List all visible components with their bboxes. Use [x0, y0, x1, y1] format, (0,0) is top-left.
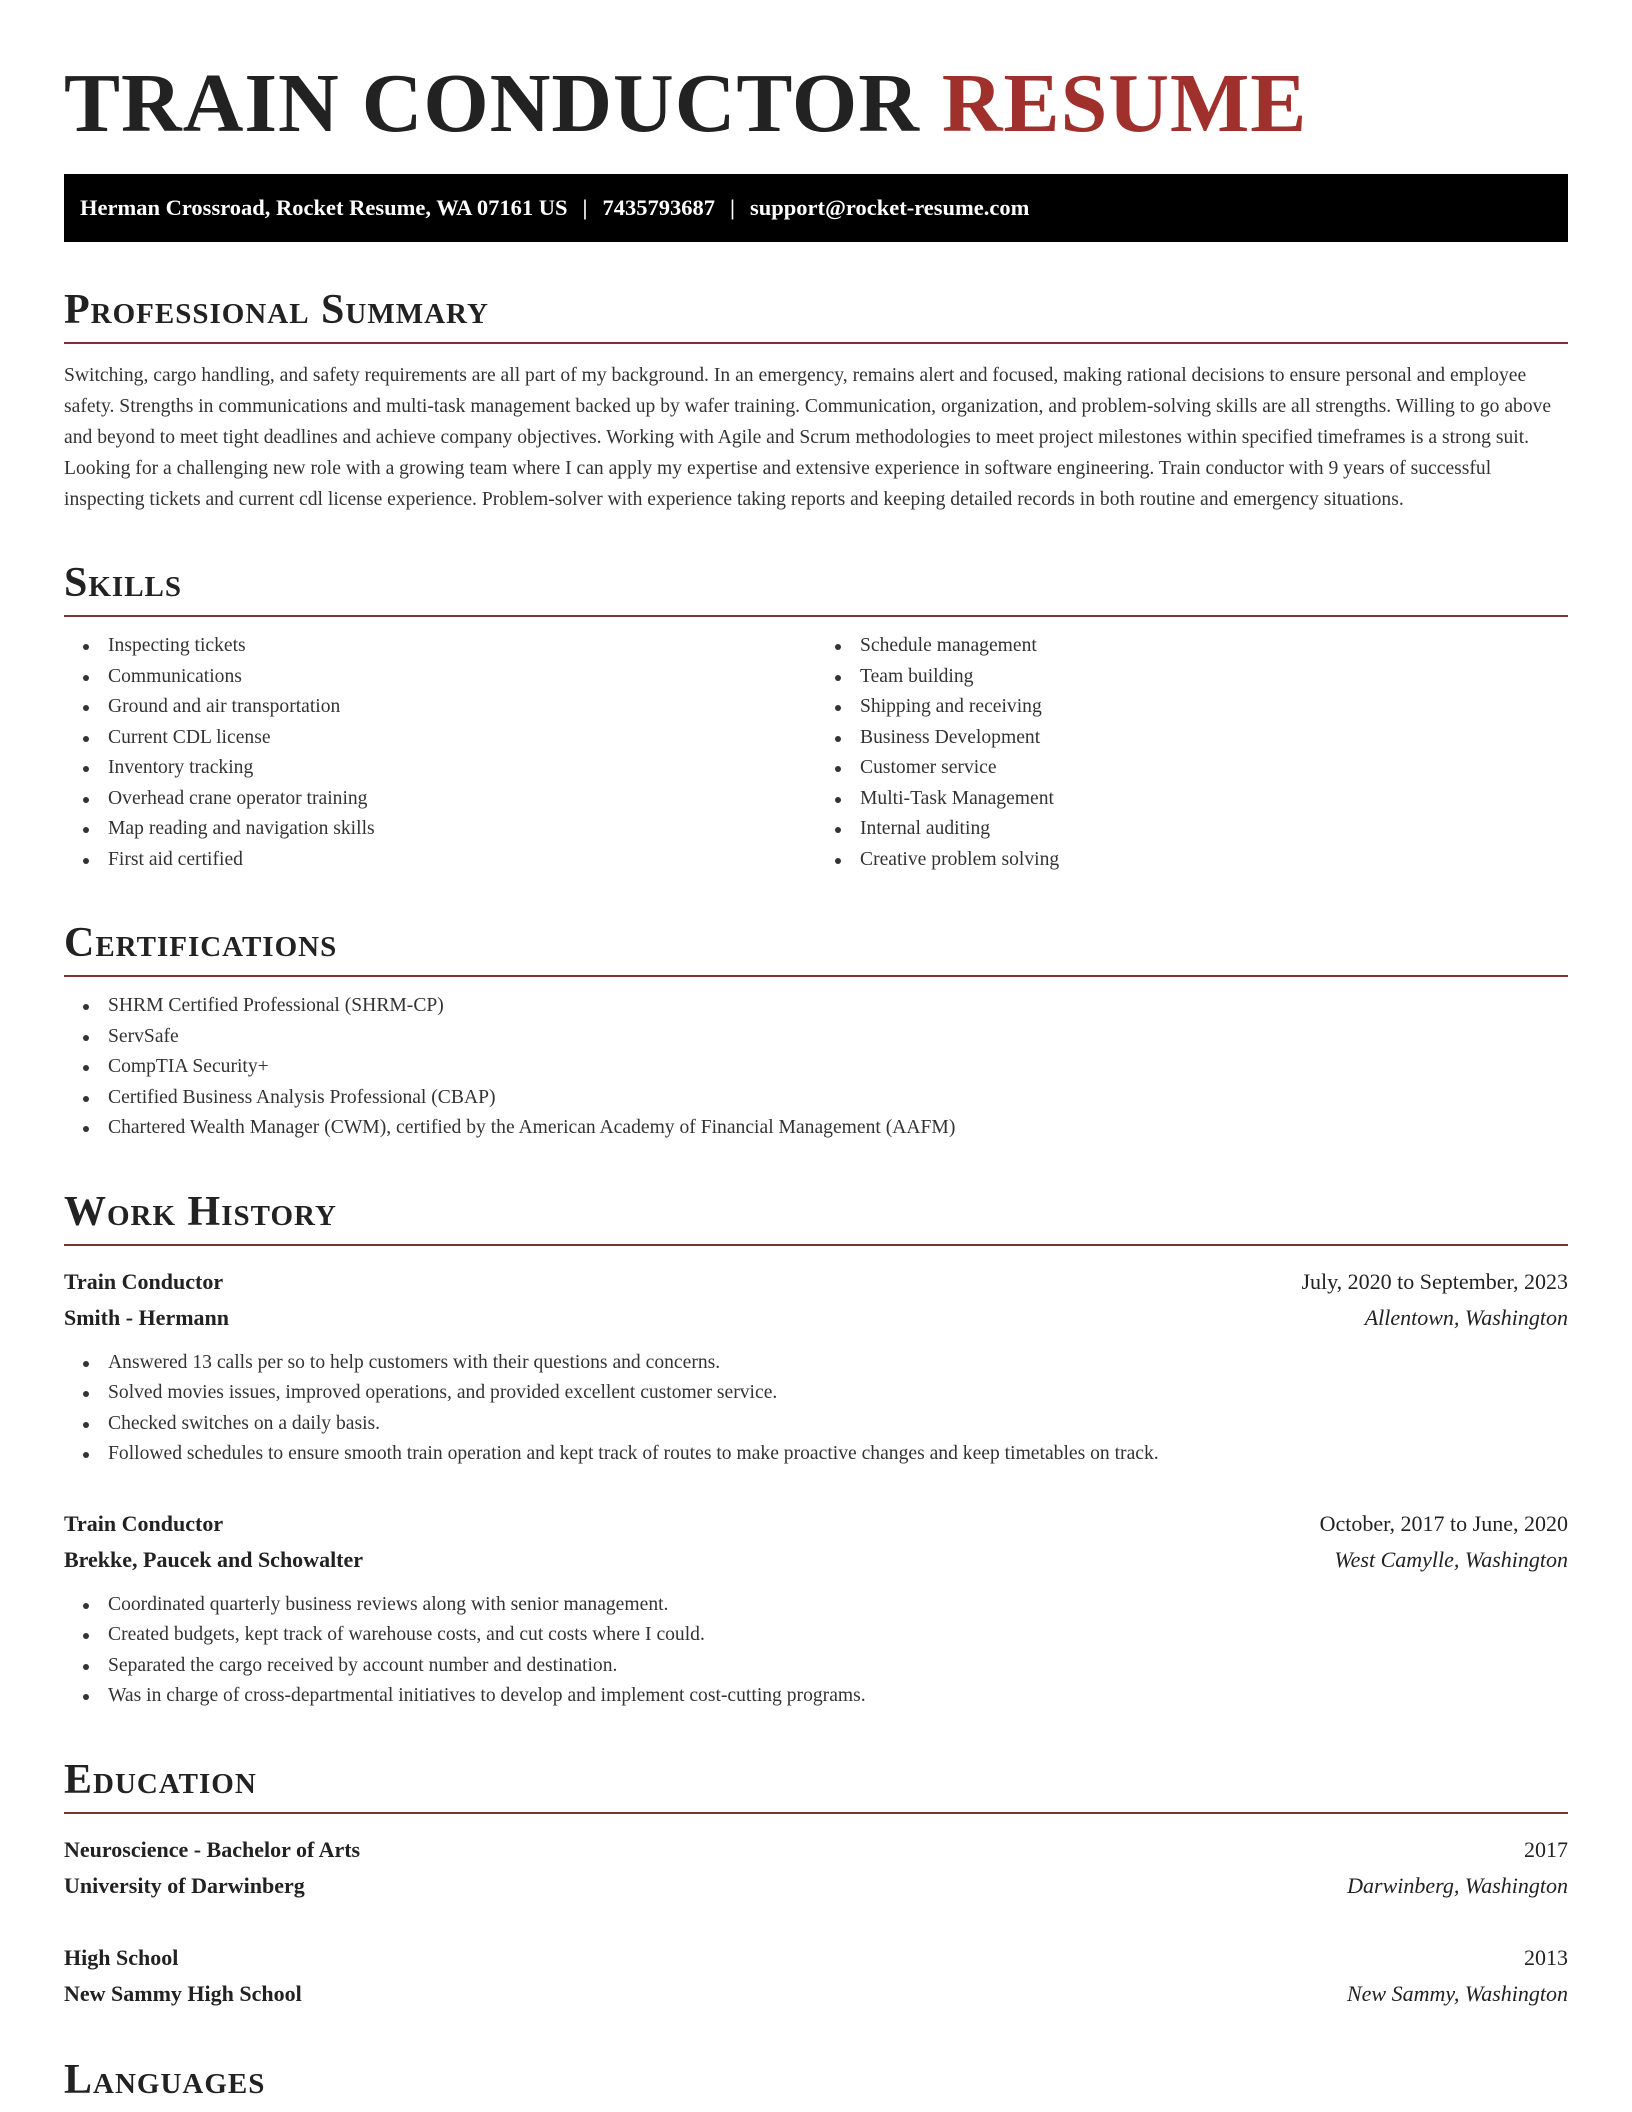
- job-company-row: [64, 1300, 1568, 1336]
- education-location: Darwinberg, Washington: [1347, 1872, 1568, 1898]
- section-heading-summary: Professional Summary: [64, 288, 1568, 344]
- job-location: West Camylle, Washington: [1334, 1546, 1568, 1572]
- certification-item: SHRM Certified Professional (SHRM-CP): [108, 991, 1568, 1022]
- certifications-section: [64, 921, 1568, 1144]
- contact-bar: [64, 174, 1568, 242]
- skill-item: Inventory tracking: [108, 753, 816, 784]
- job-duty: Followed schedules to ensure smooth train operation and kept track of routes to make proactive changes and keep timetables on track.: [108, 1439, 1568, 1470]
- job-company-row: [64, 1542, 1568, 1578]
- skill-item: Map reading and navigation skills: [108, 814, 816, 845]
- skills-section: [64, 561, 1568, 875]
- job-duty: Coordinated quarterly business reviews along with senior management.: [108, 1590, 1568, 1621]
- job-location: Allentown, Washington: [1364, 1304, 1568, 1330]
- job-entry: [64, 1264, 1568, 1470]
- job-duty: Was in charge of cross-departmental initiatives to develop and implement cost-cutting programs.: [108, 1681, 1568, 1712]
- job-dates: October, 2017 to June, 2020: [1319, 1510, 1568, 1536]
- summary-section: [64, 288, 1568, 515]
- education-header-row: [64, 1832, 1568, 1868]
- skill-item: Multi-Task Management: [860, 784, 1568, 815]
- title-accent: RESUME: [941, 57, 1308, 150]
- job-duty: Created budgets, kept track of warehouse costs, and cut costs where I could.: [108, 1620, 1568, 1651]
- job-entry: [64, 1506, 1568, 1712]
- skill-item: Overhead crane operator training: [108, 784, 816, 815]
- education-entry: [64, 1832, 1568, 1904]
- education-header-row: [64, 1940, 1568, 1976]
- section-heading-education: Education: [64, 1758, 1568, 1814]
- education-school-row: [64, 1976, 1568, 2012]
- contact-email: support@rocket-resume.com: [749, 195, 1030, 220]
- job-duty: Solved movies issues, improved operations, and provided excellent customer service.: [108, 1378, 1568, 1409]
- education-school-row: [64, 1868, 1568, 1904]
- job-duty: Separated the cargo received by account number and destination.: [108, 1651, 1568, 1682]
- education-school: New Sammy High School: [64, 1980, 302, 2006]
- skill-item: Internal auditing: [860, 814, 1568, 845]
- skill-item: Creative problem solving: [860, 845, 1568, 876]
- contact-address: Herman Crossroad, Rocket Resume, WA 07161 US: [80, 195, 568, 220]
- job-company: Brekke, Paucek and Schowalter: [64, 1546, 364, 1572]
- education-location: New Sammy, Washington: [1346, 1980, 1568, 2006]
- job-header-row: [64, 1506, 1568, 1542]
- education-degree: High School: [64, 1944, 179, 1970]
- certification-item: Chartered Wealth Manager (CWM), certified by the American Academy of Financial Management (AAFM): [108, 1113, 1568, 1144]
- education-school: University of Darwinberg: [64, 1872, 305, 1898]
- education-year: 2013: [1524, 1944, 1568, 1970]
- skill-item: Customer service: [860, 753, 1568, 784]
- skills-list-right: [816, 631, 1568, 875]
- education-section: [64, 1758, 1568, 2012]
- skill-item: Current CDL license: [108, 723, 816, 754]
- work-history-section: [64, 1190, 1568, 1712]
- certifications-list: [64, 991, 1568, 1144]
- section-heading-certifications: Certifications: [64, 921, 1568, 977]
- certification-item: Certified Business Analysis Professional (CBAP): [108, 1083, 1568, 1114]
- job-duties-list: [64, 1590, 1568, 1712]
- job-title: Train Conductor: [64, 1268, 224, 1294]
- certification-item: ServSafe: [108, 1022, 1568, 1053]
- education-year: 2017: [1524, 1836, 1568, 1862]
- section-heading-languages: Languages: [64, 2056, 266, 2103]
- job-dates: July, 2020 to September, 2023: [1301, 1268, 1568, 1294]
- resume-title: [64, 58, 1568, 150]
- summary-text: Switching, cargo handling, and safety requirements are all part of my background. In an emergency, remains alert and focused, making rational decisions to ensure personal and employee safety. Strengths in communications and multi-task management backed up by wafer training. Communication, organization, and problem-solving skills are all strengths. Willing to go above and beyond to meet tight deadlines and achieve company objectives. Working with Agile and Scrum methodologies to meet project milestones within specified timeframes is a strong suit. Looking for a challenging new role with a growing team where I can apply my expertise and extensive experience in software engineering. Train conductor with 9 years of successful inspecting tickets and current cdl license experience. Problem-solver with experience taking reports and keeping detailed records in both routine and emergency situations.: [64, 365, 1552, 510]
- section-heading-skills: Skills: [64, 561, 1568, 617]
- contact-separator: |: [729, 195, 735, 220]
- contact-phone: 7435793687: [602, 195, 715, 220]
- job-duties-list: [64, 1348, 1568, 1470]
- skill-item: Shipping and receiving: [860, 692, 1568, 723]
- contact-separator: |: [582, 195, 588, 220]
- skill-item: Communications: [108, 662, 816, 693]
- section-heading-work-history: Work History: [64, 1190, 1568, 1246]
- job-duty: Checked switches on a daily basis.: [108, 1409, 1568, 1440]
- title-main: TRAIN CONDUCTOR: [64, 57, 920, 150]
- job-duty: Answered 13 calls per so to help customers with their questions and concerns.: [108, 1348, 1568, 1379]
- skill-item: Ground and air transportation: [108, 692, 816, 723]
- education-entry: [64, 1940, 1568, 2012]
- skills-list-left: [64, 631, 816, 875]
- skill-item: Schedule management: [860, 631, 1568, 662]
- job-title: Train Conductor: [64, 1510, 224, 1536]
- job-company: Smith - Hermann: [64, 1304, 229, 1330]
- skill-item: First aid certified: [108, 845, 816, 876]
- languages-section: [64, 2058, 1568, 2112]
- job-header-row: [64, 1264, 1568, 1300]
- skill-item: Inspecting tickets: [108, 631, 816, 662]
- education-degree: Neuroscience - Bachelor of Arts: [64, 1836, 361, 1862]
- skill-item: Team building: [860, 662, 1568, 693]
- skill-item: Business Development: [860, 723, 1568, 754]
- skills-columns: [64, 617, 1568, 875]
- certification-item: CompTIA Security+: [108, 1052, 1568, 1083]
